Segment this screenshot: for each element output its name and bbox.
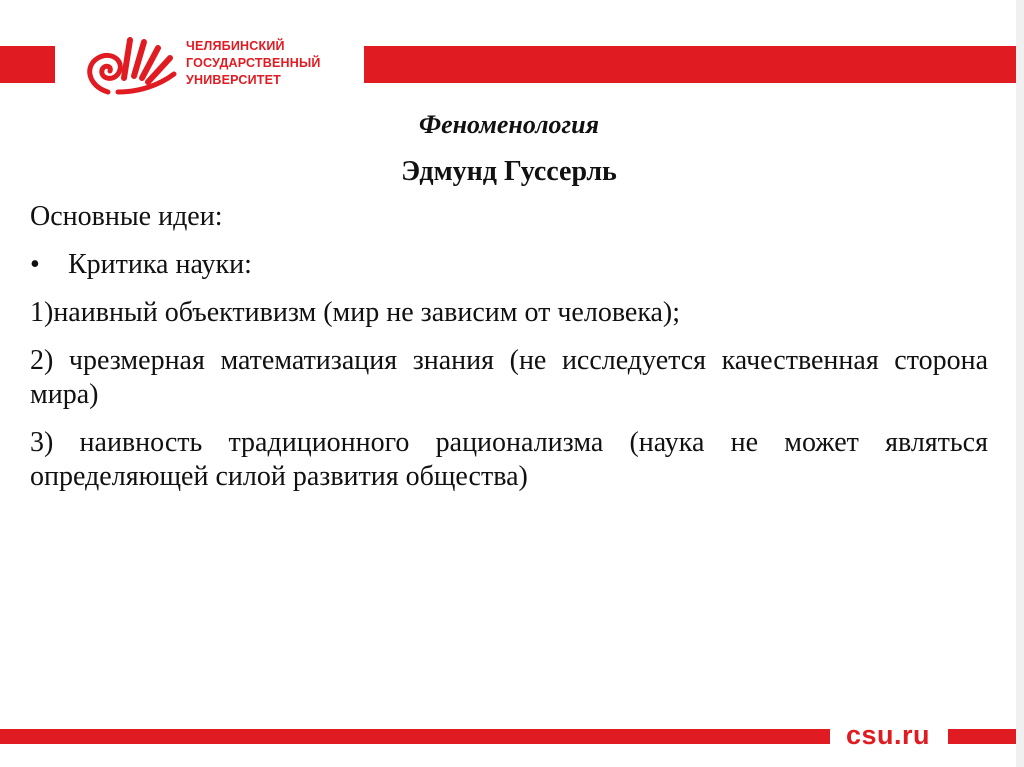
slide-person: Эдмунд Гуссерль	[401, 156, 617, 187]
point-1: 1)наивный объективизм (мир не зависим от человека);	[30, 297, 681, 328]
footer-bar-right	[948, 729, 1024, 744]
spiral-wave-logo-icon	[78, 34, 178, 96]
point-2: 2) чрезмерная математизация знания (не исследуется качественная сторона мира)	[30, 345, 988, 410]
slide-topic: Феноменология	[418, 110, 600, 139]
header-bar-right	[364, 46, 1024, 83]
bullet-text: Критика науки:	[68, 249, 252, 280]
ideas-heading: Основные идеи:	[30, 201, 223, 232]
header-bar-left	[0, 46, 55, 83]
university-name	[186, 38, 321, 89]
point-3: 3) наивность традиционного рационализма (наука не может являться определяющей силой развития общества)	[30, 427, 988, 492]
slide-content	[30, 108, 988, 508]
university-name-line: УНИВЕРСИТЕТ	[186, 73, 281, 87]
university-name-line: ЧЕЛЯБИНСКИЙ	[186, 39, 285, 53]
bullet-item	[30, 248, 988, 282]
university-name-line: ГОСУДАРСТВЕННЫЙ	[186, 56, 321, 70]
footer-bar-left	[0, 729, 830, 744]
site-url: csu.ru	[846, 720, 931, 750]
bullet-mark: •	[30, 249, 40, 280]
